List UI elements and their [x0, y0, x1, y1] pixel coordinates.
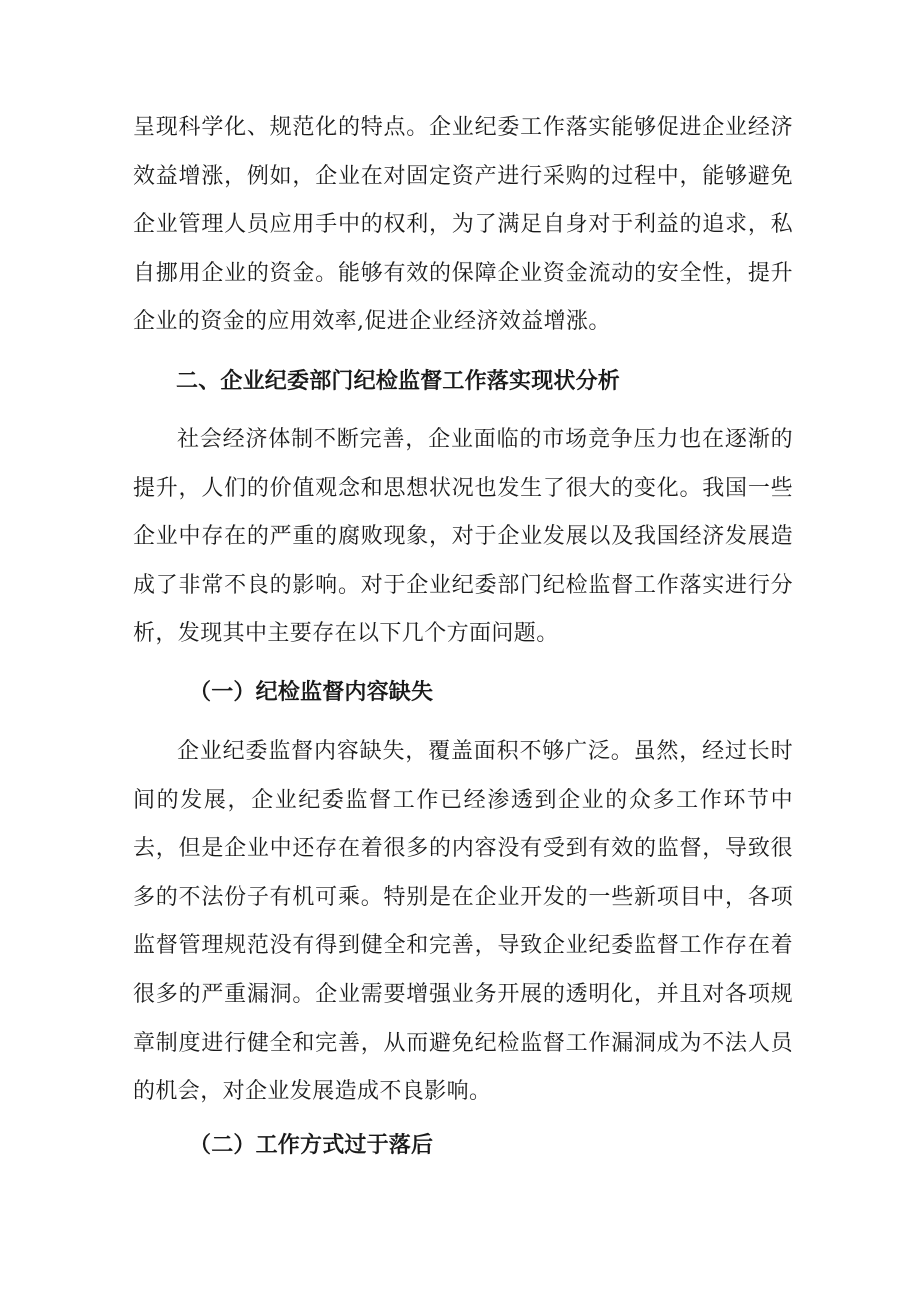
paragraph-content-missing: 企业纪委监督内容缺失，覆盖面积不够广泛。虽然，经过长时间的发展，企业纪委监督工作已经渗透到企业的众多工作环节中去，但是企业中还存在着很多的内容没有受到有效的监督，导致很多的不法份子有机可乘。特别是在企业开发的一些新项目中，各项监督管理规范没有得到健全和完善，导致企业纪委监督工作存在着很多的严重漏洞。企业需要增强业务开展的透明化，并且对各项规章制度进行健全和完善，从而避免纪检监督工作漏洞成为不法人员的机会，对企业发展造成不良影响。: [133, 739, 793, 1105]
section-heading-status-analysis: 二、企业纪委部门纪检监督工作落实现状分析: [176, 368, 621, 394]
subheading-content-missing: （一）纪检监督内容缺失: [189, 679, 434, 705]
paragraph-economic-benefit: 呈现科学化、规范化的特点。企业纪委工作落实能够促进企业经济效益增涨，例如，企业在对固定资产进行采购的过程中，能够避免企业管理人员应用手中的权利，为了满足自身对于利益的追求，私自挪用企业的资金。能够有效的保障企业资金流动的安全性，提升企业的资金的应用效率,促进企业经济效益增涨。: [133, 115, 793, 335]
subheading-outdated-methods: （二）工作方式过于落后: [189, 1132, 434, 1158]
paragraph-status-intro: 社会经济体制不断完善，企业面临的市场竞争压力也在逐渐的提升，人们的价值观念和思想状况也发生了很大的变化。我国一些企业中存在的严重的腐败现象，对于企业发展以及我国经济发展造成了非常不良的影响。对于企业纪委部门纪检监督工作落实进行分析，发现其中主要存在以下几个方面问题。: [133, 427, 793, 647]
